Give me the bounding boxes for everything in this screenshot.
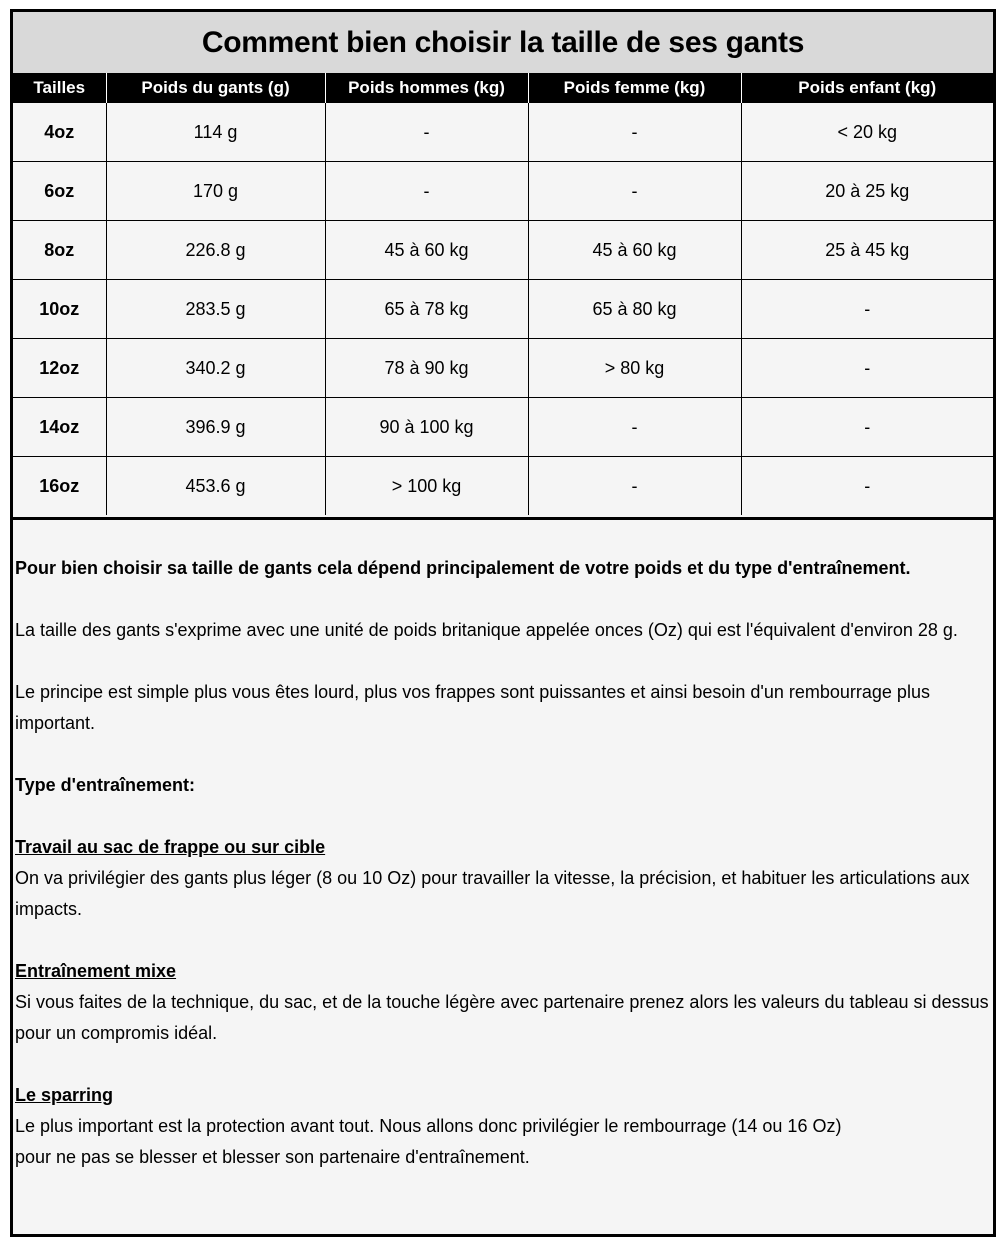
- section-heading: Entraînement mixe: [15, 961, 177, 981]
- women-weight-cell: -: [528, 162, 741, 221]
- glove-weight-cell: 170 g: [106, 162, 325, 221]
- info-section: [15, 553, 989, 1173]
- glove-weight-cell: 396.9 g: [106, 398, 325, 457]
- glove-weight-cell: 114 g: [106, 103, 325, 162]
- men-weight-cell: 45 à 60 kg: [325, 221, 528, 280]
- glove-size-table: [13, 73, 993, 515]
- header-sizes: Tailles: [13, 73, 106, 103]
- table-row: [13, 221, 993, 280]
- size-cell: 10oz: [13, 280, 106, 339]
- title-bar: [13, 12, 993, 73]
- unit-paragraph: La taille des gants s'exprime avec une unité de poids britanique appelée onces (Oz) qui est l'équivalent d'environ 28 g.: [15, 620, 958, 640]
- section-heading: Travail au sac de frappe ou sur cible: [15, 837, 326, 857]
- men-weight-cell: -: [325, 103, 528, 162]
- child-weight-cell: -: [741, 339, 993, 398]
- men-weight-cell: 78 à 90 kg: [325, 339, 528, 398]
- women-weight-cell: 45 à 60 kg: [528, 221, 741, 280]
- child-weight-cell: -: [741, 280, 993, 339]
- header-child-weight: Poids enfant (kg): [741, 73, 993, 103]
- size-cell: 14oz: [13, 398, 106, 457]
- section-sparring: [15, 1080, 989, 1173]
- women-weight-cell: > 80 kg: [528, 339, 741, 398]
- women-weight-cell: -: [528, 103, 741, 162]
- size-cell: 6oz: [13, 162, 106, 221]
- page-title: Comment bien choisir la taille de ses gants: [201, 25, 805, 59]
- size-cell: 16oz: [13, 457, 106, 516]
- women-weight-cell: -: [528, 457, 741, 516]
- glove-weight-cell: 226.8 g: [106, 221, 325, 280]
- section-body: Si vous faites de la technique, du sac, et de la touche légère avec partenaire prenez alors les valeurs du tableau si dessus pour un compromis idéal.: [15, 992, 989, 1043]
- child-weight-cell: < 20 kg: [741, 103, 993, 162]
- size-cell: 8oz: [13, 221, 106, 280]
- table-row: [13, 457, 993, 516]
- section-body-line-2: pour ne pas se blesser et blesser son partenaire d'entraînement.: [15, 1147, 530, 1167]
- section-body: On va privilégier des gants plus léger (8 ou 10 Oz) pour travailler la vitesse, la précision, et habituer les articulations aux impacts.: [15, 868, 970, 919]
- header-men-weight: Poids hommes (kg): [325, 73, 528, 103]
- glove-weight-cell: 453.6 g: [106, 457, 325, 516]
- section-mixed-training: [15, 956, 989, 1049]
- glove-weight-cell: 283.5 g: [106, 280, 325, 339]
- table-header-row: [13, 73, 993, 103]
- child-weight-cell: -: [741, 457, 993, 516]
- table-row: [13, 398, 993, 457]
- section-body-line-1: Le plus important est la protection avant tout. Nous allons donc privilégier le rembourrage (14 ou 16 Oz): [15, 1116, 842, 1136]
- glove-weight-cell: 340.2 g: [106, 339, 325, 398]
- size-cell: 12oz: [13, 339, 106, 398]
- lead-paragraph: Pour bien choisir sa taille de gants cela dépend principalement de votre poids et du type d'entraînement.: [15, 558, 911, 578]
- section-bag-work: [15, 832, 989, 925]
- child-weight-cell: 25 à 45 kg: [741, 221, 993, 280]
- table-row: [13, 280, 993, 339]
- table-row: [13, 339, 993, 398]
- section-heading: Le sparring: [15, 1085, 114, 1105]
- child-weight-cell: 20 à 25 kg: [741, 162, 993, 221]
- principle-paragraph: Le principe est simple plus vous êtes lourd, plus vos frappes sont puissantes et ainsi besoin d'un rembourrage plus important.: [15, 682, 930, 733]
- women-weight-cell: 65 à 80 kg: [528, 280, 741, 339]
- size-cell: 4oz: [13, 103, 106, 162]
- women-weight-cell: -: [528, 398, 741, 457]
- document-frame: [10, 9, 996, 1237]
- men-weight-cell: 90 à 100 kg: [325, 398, 528, 457]
- header-glove-weight: Poids du gants (g): [106, 73, 325, 103]
- men-weight-cell: -: [325, 162, 528, 221]
- header-women-weight: Poids femme (kg): [528, 73, 741, 103]
- men-weight-cell: 65 à 78 kg: [325, 280, 528, 339]
- table-row: [13, 162, 993, 221]
- men-weight-cell: > 100 kg: [325, 457, 528, 516]
- child-weight-cell: -: [741, 398, 993, 457]
- table-divider: [13, 517, 993, 520]
- table-row: [13, 103, 993, 162]
- training-type-heading: Type d'entraînement:: [15, 775, 195, 795]
